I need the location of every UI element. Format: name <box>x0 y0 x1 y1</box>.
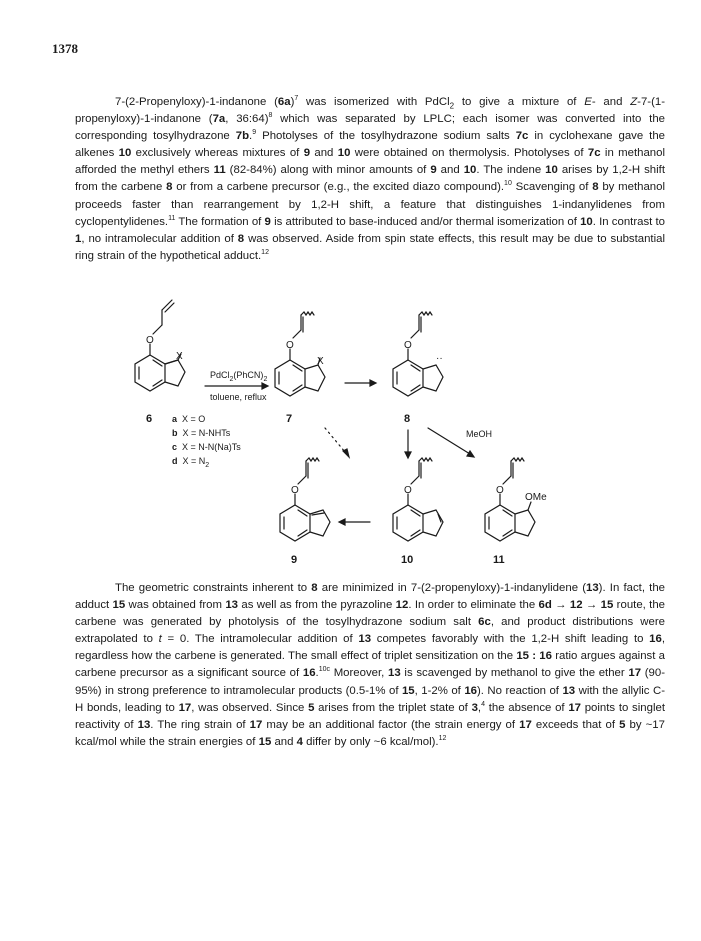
compound-label-10: 10 <box>401 554 414 566</box>
structure-9 <box>280 458 330 541</box>
atom-x-7: X <box>317 356 324 367</box>
atom-o-8: O <box>404 340 412 351</box>
compound-label-6: 6 <box>146 413 153 425</box>
atom-x-6: X <box>176 351 183 362</box>
compound-label-7: 7 <box>286 413 293 425</box>
page-number: 1378 <box>52 41 78 56</box>
structure-7 <box>275 312 325 396</box>
structure-10 <box>393 458 443 541</box>
structure-6 <box>135 300 185 391</box>
meoh-label: MeOH <box>466 429 493 439</box>
svg-text:cX = N-N(Na)Ts: c X = N-N(Na)Ts <box>172 442 241 452</box>
atom-o-6: O <box>146 335 154 346</box>
atom-o-9: O <box>291 485 299 496</box>
paragraph-2: The geometric constraints inherent to 8 are minimized in 7-(2-propenyloxy)-1-indanylidene (13). In fact, the adduct 15 was obtained from 13 as well as from the pyrazoline 12. In order to eliminate the 6d → 12 → 15 route, the carbene was generated by photolysis of the tosylhydrazone sodium salt 6c, and product distributions were extrapolated to t = 0. The intramolecular addition of 13 competes favorably with the 1,2-H shift leading to 16, regardless how the carbene is generated. The small effect of triplet sensitization on the 15 : 16 ratio argues against a carbene precursor as a significant source of 16.$^{10c}$ Moreover, 13 is scavenged by methanol to give the ether 17 (90-95%) in strong preference to intramolecular products (0.5-1% of 15, 1-2% of 16). No reaction of 13 with the allylic C-H bonds, leading to 17, was observed. Since 5 arises from the triplet state of 3,$^4$ the absence of 17 points to singlet reactivity of 13. The ring strain of 17 may be an additional factor (the strain energy of 17 exceeds that of 5 by ~17 kcal/mol while the strain energies of 15 and 4 differ by only ~6 kcal/mol).$^{12}$ <box>75 582 666 748</box>
compound-label-11: 11 <box>493 554 505 566</box>
atom-o-7: O <box>286 340 294 351</box>
svg-text:aX = O: a X = O <box>172 414 206 424</box>
carbene-dots: ·· <box>436 353 443 364</box>
atom-ome-11: OMe <box>525 492 547 503</box>
substituent-legend <box>172 414 241 469</box>
compound-label-8: 8 <box>404 413 411 425</box>
svg-text:bX = N-NHTs: b X = N-NHTs <box>172 428 231 438</box>
compound-label-9: 9 <box>291 554 298 566</box>
atom-o-10: O <box>404 485 412 496</box>
atom-o-11: O <box>496 485 504 496</box>
svg-text:dX = N2: d $X = N_2$ <box>172 456 210 469</box>
paragraph-1: 7-(2-Propenyloxy)-1-indanone $(6a)^7$ was isomerized with PdCl$_2$ to give a mixture of E- and Z-7-(1-propenyloxy)-1-indanone (7a, 36:64)$^8$ which was separated by LPLC; each isomer was converted into the corresponding tosylhydrazone 7b.$^9$ Photolyses of the tosylhydrazone sodium salts 7c in cyclohexane gave the alkenes 10 exclusively whereas mixtures of 9 and 10 were obtained on thermolysis. Photolyses of 7c in methanol afforded the methyl ethers 11 (82-84%) along with minor amounts of 9 and 10. The indene 10 arises by 1,2-H shift from the carbene 8 or from a carbene precursor (e.g., the excited diazo compound).$^{10}$ Scavenging of 8 by methanol proceeds faster than rearrangement by 1,2-H shift, a feature that distinguishes 1-indanylidenes from cyclopentylidenes.$^{11}$ The formation of 9 is attributed to base-induced and/or thermal isomerization of 10. In contrast to 1, no intramolecular addition of 8 was observed. Aside from spin state effects, this result may be due to substantial ring strain of the hypothetical adduct.$^{12}$ <box>75 95 666 262</box>
dotted-arrow <box>325 428 345 452</box>
reagent-label: $PdCl_2(PhCN)_2$ <box>210 370 268 383</box>
conditions-label: toluene, reflux <box>210 392 267 402</box>
arrow-8-to-11 <box>428 428 470 454</box>
